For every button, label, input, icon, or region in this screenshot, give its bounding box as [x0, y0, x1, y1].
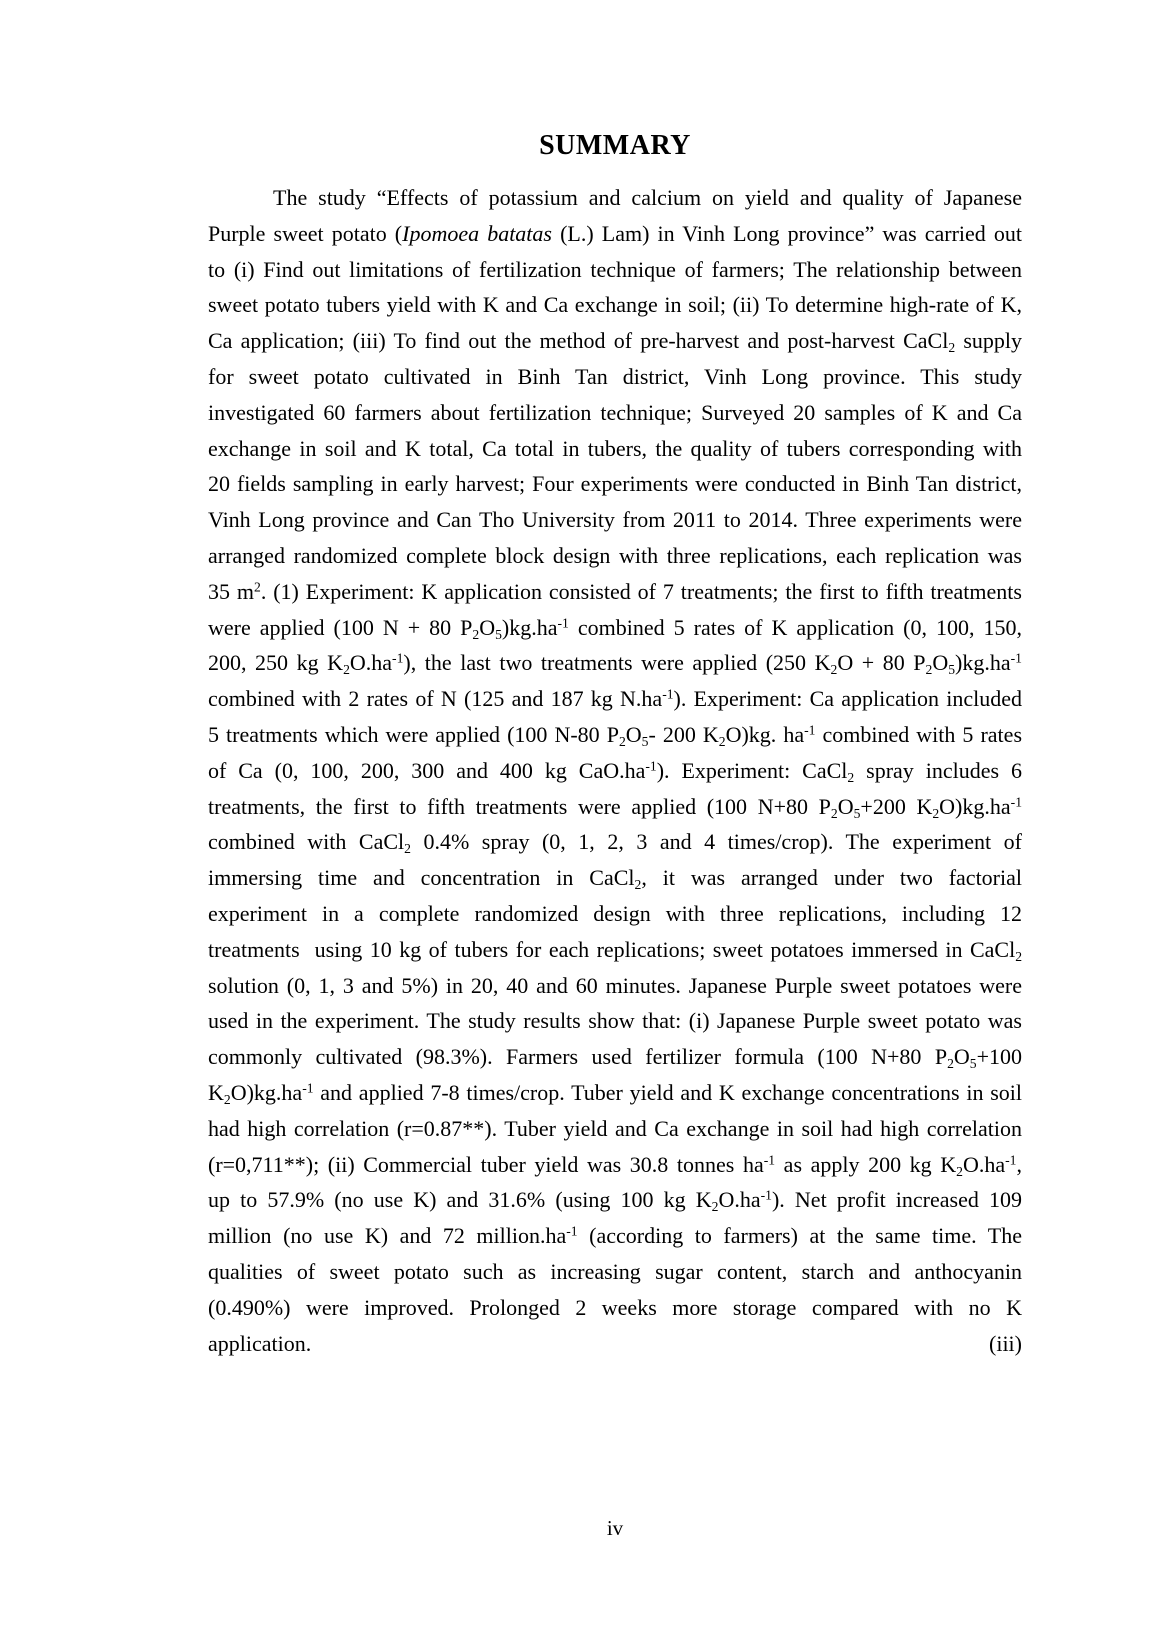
page-number: iv [606, 1516, 624, 1540]
summary-heading: SUMMARY [539, 130, 691, 161]
page-content [208, 130, 1022, 1361]
summary-paragraph: The study “Effects of potassium and calcium on yield and quality of Japanese Purple sweet potato (Ipomoea batatas (L.) Lam) in Vinh Long province” was carried out to (i) Find out limitations of fertilization technique of farmers; The relationship between sweet potato tubers yield with K and Ca exchange in soil; (ii) To determine high-rate of K, Ca application; (iii) To find out the method of pre-harvest and post-harvest CaCl$_2$ supply for sweet potato cultivated in Binh Tan district, Vinh Long province. This study investigated 60 farmers about fertilization technique; Surveyed 20 samples of K and Ca exchange in soil and K total, Ca total in tubers, the quality of tubers corresponding with 20 fields sampling in early harvest; Four experiments were conducted in Binh Tan district, Vinh Long province and Can Tho University from 2011 to 2014. Three experiments were arranged randomized complete block design with three replications, each replication was 35 $m^2$. (1) Experiment: K application consisted of 7 treatments; the first to fifth treatments were applied (100 N + 80 $P_2O_5)kg.ha^{-1}$ combined 5 rates of K application (0, 100, 150, 200, 250 kg $K_2O.ha^{-1}$), the last two treatments were applied (250 $K_2O + 80$ $P_2O_5)kg.ha^{-1}$ combined with 2 rates of N (125 and 187 kg $N.ha^{-1}$). Experiment: Ca application included 5 treatments which were applied (100 N-80 $P_2O_5-$ 200 $K_2O)kg$. $ha^{-1}$ combined with 5 rates of Ca (0, 100, 200, 300 and 400 kg $CaO.ha^{-1}$). Experiment: CaCl$_2$ spray includes 6 treatments, the first to fifth treatments were applied (100 N+80 $P_2O_5+200$ $K_2O)kg.ha^{-1}$ combined with CaCl$_2$ 0.4% spray (0, 1, 2, 3 and 4 times/crop). The experiment of immersing time and concentration in CaCl$_2$, it was arranged under two factorial experiment in a complete randomized design with three replications, including 12 treatments using 10 kg of tubers for each replications; sweet potatoes immersed in CaCl$_2$ solution (0, 1, 3 and 5%) in 20, 40 and 60 minutes. Japanese Purple sweet potatoes were used in the experiment. The study results show that: (i) Japanese Purple sweet potato was commonly cultivated (98.3%). Farmers used fertilizer formula (100 N+80 $P_2O_5+100$ $K_2O)kg.ha^{-1}$ and applied 7-8 times/crop. Tuber yield and K exchange concentrations in soil had high correlation (r=0.87**). Tuber yield and Ca exchange in soil had high correlation (r=0,711**); (ii) Commercial tuber yield was 30.8 tonnes $ha^{-1}$ as apply 200 kg $K_2O.ha^{-1}$, up to 57.9% (no use K) and 31.6% (using 100 kg $K_2O.ha^{-1}$). Net profit increased 109 million (no use K) and 72 $million.ha^{-1}$ (according to farmers) at the same time. The qualities of sweet potato such as increasing sugar content, starch and anthocyanin (0.490%) were improved. Prolonged 2 weeks more storage compared with no K application. (iii) [208, 185, 1023, 1356]
